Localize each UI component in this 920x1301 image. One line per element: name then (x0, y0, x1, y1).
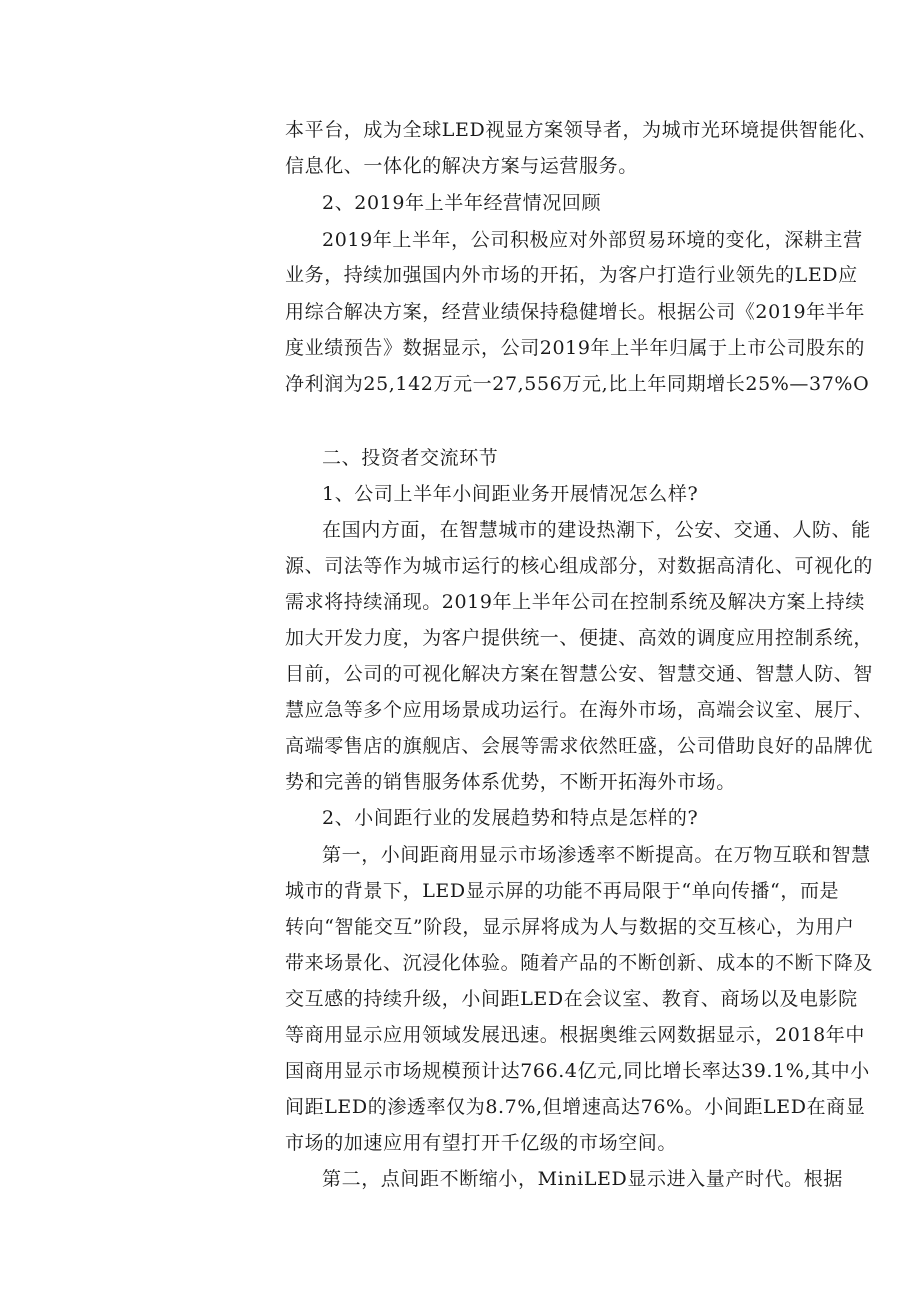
paragraph-line: 源、司法等作为城市运行的核心组成部分，对数据高清化、可视化的 (285, 555, 874, 577)
paragraph-line: 国商用显示市场规模预计达766.4亿元,同比增长率达39.1%,其中小 (285, 1060, 870, 1082)
paragraph-line: 加大开发力度，为客户提供统一、便捷、高效的调度应用控制系统， (285, 627, 874, 649)
paragraph-line: 净利润为25,142万元一27,556万元,比上年同期增长25%—37%O (285, 373, 870, 395)
question-heading: 2、小间距行业的发展趋势和特点是怎样的? (322, 807, 699, 829)
paragraph-line: 需求将持续涌现。2019年上半年公司在控制系统及解决方案上持续 (285, 591, 865, 613)
paragraph-line: 转向“智能交互”阶段，显示屏将成为人与数据的交互核心，为用户 (285, 916, 855, 938)
paragraph-line: 第一，小间距商用显示市场渗透率不断提高。在万物互联和智慧 (322, 844, 871, 866)
paragraph-line: 业务，持续加强国内外市场的开拓，为客户打造行业领先的LED应 (285, 264, 858, 286)
paragraph-line: 带来场景化、沉浸化体验。随着产品的不断创新、成本的不断下降及 (285, 952, 874, 974)
paragraph-line: 本平台，成为全球LED视显方案领导者，为城市光环境提供智能化、 (285, 119, 878, 141)
paragraph-line: 在国内方面，在智慧城市的建设热潮下，公安、交通、人防、能 (322, 519, 871, 541)
paragraph-line: 第二，点间距不断缩小，MiniLED显示进入量产时代。根据 (322, 1168, 843, 1190)
paragraph-line: 度业绩预告》数据显示，公司2019年上半年归属于上市公司股东的 (285, 337, 865, 359)
paragraph-line: 2019年上半年，公司积极应对外部贸易环境的变化，深耕主营 (322, 229, 863, 251)
paragraph-line: 间距LED的渗透率仅为8.7%,但增速高达76%。小间距LED在商显 (285, 1096, 866, 1118)
section-heading: 二、投资者交流环节 (322, 447, 499, 469)
paragraph-line: 用综合解决方案，经营业绩保持稳健增长。根据公司《2019年半年 (285, 301, 865, 323)
paragraph-line: 交互感的持续升级，小间距LED在会议室、教育、商场以及电影院 (285, 988, 858, 1010)
paragraph-line: 目前，公司的可视化解决方案在智慧公安、智慧交通、智慧人防、智 (285, 663, 874, 685)
paragraph-line: 信息化、一体化的解决方案与运营服务。 (285, 155, 638, 177)
paragraph-line: 慧应急等多个应用场景成功运行。在海外市场，高端会议室、展厅、 (285, 699, 874, 721)
paragraph-line: 高端零售店的旗舰店、会展等需求依然旺盛，公司借助良好的品牌优 (285, 735, 874, 757)
paragraph-line: 城市的背景下，LED显示屏的功能不再局限于“单向传播“，而是 (285, 880, 840, 902)
paragraph-line: 等商用显示应用领域发展迅速。根据奥维云网数据显示，2018年中 (285, 1024, 865, 1046)
paragraph-line: 势和完善的销售服务体系优势，不断开拓海外市场。 (285, 771, 736, 793)
question-heading: 1、公司上半年小间距业务开展情况怎么样? (322, 483, 699, 505)
section-heading: 2、2019年上半年经营情况回顾 (322, 192, 602, 214)
paragraph-line: 市场的加速应用有望打开千亿级的市场空间。 (285, 1132, 678, 1154)
